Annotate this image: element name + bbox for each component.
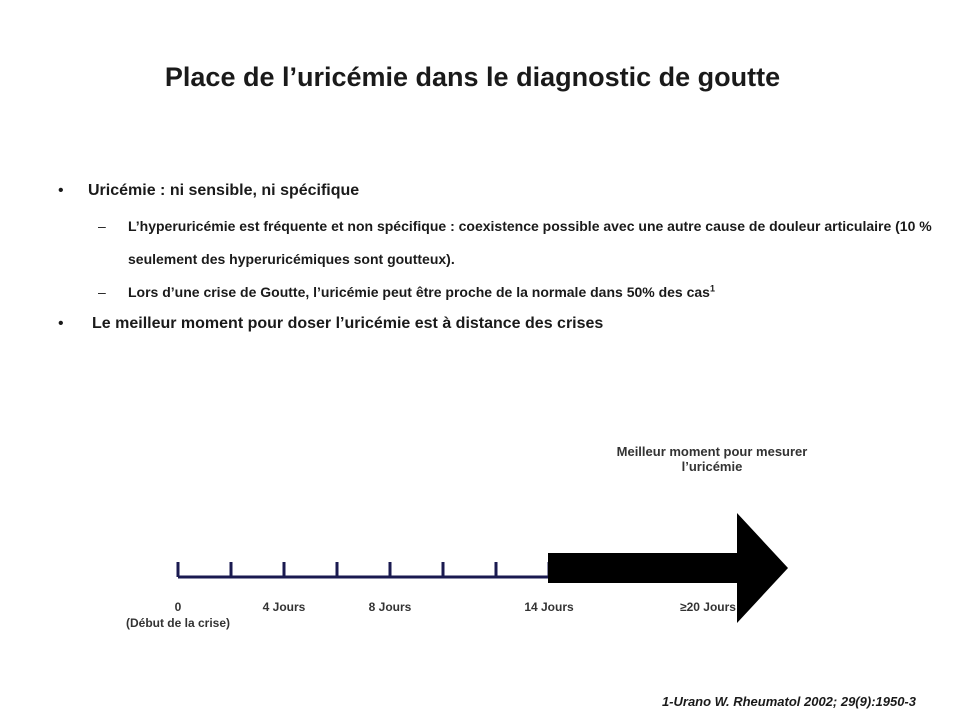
tick-label-3: 14 Jours: [524, 600, 574, 614]
slide-title: Place de l’uricémie dans le diagnostic de goutte: [164, 62, 781, 92]
bullet-uricemie: • Uricémie : ni sensible, ni spécifique: [58, 178, 938, 204]
start-sublabel: (Début de la crise): [125, 616, 231, 630]
best-moment-label: Meilleur moment pour mesurer l’uricémie: [616, 444, 808, 474]
tick-label-1: 4 Jours: [262, 600, 306, 614]
reference: 1-Urano W. Rheumatol 2002; 29(9):1950-3: [661, 694, 916, 709]
bullet-meilleur-moment-text: Le meilleur moment pour doser l’uricémie est à distance des crises: [92, 315, 604, 332]
tick-label-4: ≥20 Jours: [680, 600, 736, 614]
sub-bullet-crise-text: Lors d’une crise de Goutte, l’uricémie peut être proche de la normale dans 50% des cas: [128, 284, 710, 300]
sub-bullet-hyperuricemie: – L’hyperuricémie est fréquente et non spécifique : coexistence possible avec une autre cause de douleur articulaire (10 % seulement des hyperuricémiques sont goutteux).: [58, 210, 938, 276]
tick-label-2: 8 Jours: [368, 600, 412, 614]
tick-label-0: 0: [174, 600, 182, 614]
footnote-mark: 1: [709, 283, 715, 294]
best-moment-arrow: [548, 513, 788, 623]
